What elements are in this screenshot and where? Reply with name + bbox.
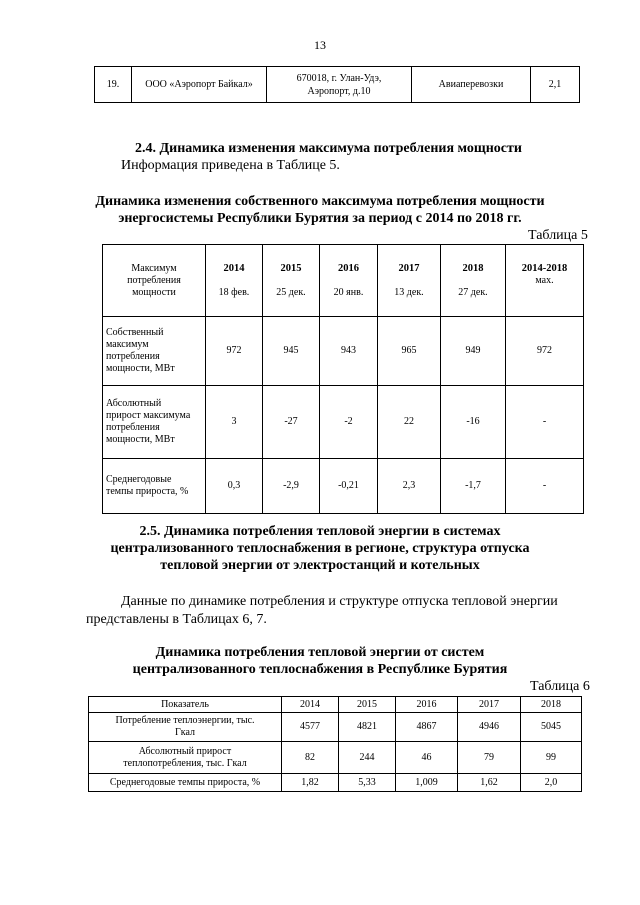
table-cell: 46 — [396, 742, 458, 774]
heat-consumption-table — [88, 696, 582, 792]
row-label-line: максимум — [106, 339, 149, 350]
table-row — [89, 774, 582, 792]
row-label-line: мощности, МВт — [106, 363, 175, 374]
row-label-line: Среднегодовые — [106, 474, 172, 485]
column-year: 2017 — [398, 262, 420, 274]
table-title: Динамика потребления тепловой энергии от систем — [155, 645, 485, 660]
table-cell: 5045 — [521, 713, 582, 742]
row-label-line: прирост максимума — [106, 410, 191, 421]
section-text: Данные по динамике потребления и структуре отпуска тепловой энергии — [121, 594, 558, 609]
table-cell: - — [506, 386, 584, 459]
row-label-line: Абсолютный — [106, 398, 162, 409]
table-cell: 972 — [206, 317, 263, 386]
table-title: Динамика изменения собственного максимума потребления мощности — [95, 194, 545, 209]
table-row — [103, 386, 584, 459]
column-date: 18 фев. — [218, 286, 250, 298]
column-date: 20 янв. — [333, 286, 364, 298]
header-label-line: Максимум — [131, 262, 177, 274]
column-year: 2018 — [462, 262, 484, 274]
column-header — [206, 245, 263, 317]
page-number: 13 — [314, 38, 326, 52]
column-header: 2017 — [458, 697, 521, 713]
table-label: Таблица 6 — [530, 679, 590, 694]
row-label — [103, 459, 206, 514]
table-cell: -16 — [441, 386, 506, 459]
table-row — [103, 459, 584, 514]
column-header: 2018 — [521, 697, 582, 713]
section-text: представлены в Таблицах 6, 7. — [86, 612, 267, 627]
table-cell: -2 — [320, 386, 378, 459]
table-row — [89, 742, 582, 774]
section-heading: 2.4. Динамика изменения максимума потребления мощности — [135, 141, 522, 156]
column-year: 2016 — [338, 262, 359, 274]
table-header-row — [89, 697, 582, 713]
column-header: 2016 — [396, 697, 458, 713]
row-label-line: Потребление теплоэнергии, тыс. — [115, 715, 255, 726]
table-title: централизованного теплоснабжения в Республике Бурятия — [132, 662, 508, 677]
column-header — [378, 245, 441, 317]
column-year: 2014 — [223, 262, 245, 274]
section-heading: тепловой энергии от электростанций и котельных — [160, 558, 480, 573]
section-heading: централизованного теплоснабжения в регионе, структура отпуска — [110, 541, 530, 556]
table-cell: 244 — [339, 742, 396, 774]
section-text: Информация приведена в Таблице 5. — [121, 158, 340, 173]
row-label-line: потребления — [106, 422, 160, 433]
column-header — [441, 245, 506, 317]
column-header — [263, 245, 320, 317]
header-label-line: мощности — [132, 286, 176, 298]
row-label: Среднегодовые темпы прироста, % — [89, 774, 282, 792]
section-heading: 2.5. Динамика потребления тепловой энергии в системах — [139, 524, 501, 539]
column-year: 2015 — [280, 262, 302, 274]
table-cell: 965 — [378, 317, 441, 386]
table-cell: 79 — [458, 742, 521, 774]
table-cell: 4577 — [282, 713, 339, 742]
row-label — [103, 386, 206, 459]
address-line: 670018, г. Улан-Удэ, — [296, 72, 382, 84]
row-label-line: мощности, МВт — [106, 434, 175, 445]
organization-name: ООО «Аэропорт Байкал» — [132, 67, 267, 103]
row-label-line: Собственный — [106, 327, 164, 338]
table-row — [89, 713, 582, 742]
table-cell: 82 — [282, 742, 339, 774]
organization-table — [94, 66, 580, 103]
row-number: 19. — [95, 67, 132, 103]
table-cell: 1,009 — [396, 774, 458, 792]
column-date: 13 дек. — [394, 286, 424, 298]
table-cell: 943 — [320, 317, 378, 386]
table-label: Таблица 5 — [528, 228, 588, 243]
row-label — [89, 742, 282, 774]
table-cell: 0,3 — [206, 459, 263, 514]
column-date: мах. — [535, 274, 554, 286]
row-label-line: Абсолютный прирост — [138, 745, 232, 757]
organization-address — [267, 67, 412, 103]
header-label-line: потребления — [127, 274, 181, 286]
header-label-cell — [103, 245, 206, 317]
table-cell: -27 — [263, 386, 320, 459]
row-label — [103, 317, 206, 386]
table-cell: 4821 — [339, 713, 396, 742]
row-label-line: темпы прироста, % — [106, 486, 189, 497]
table-cell: 2,0 — [521, 774, 582, 792]
row-label-line: потребления — [106, 351, 160, 362]
column-header: Показатель — [89, 697, 282, 713]
table-cell: 1,62 — [458, 774, 521, 792]
activity-type: Авиаперевозки — [412, 67, 531, 103]
table-cell: - — [506, 459, 584, 514]
table-cell: -2,9 — [263, 459, 320, 514]
table-cell: 99 — [521, 742, 582, 774]
table-cell: 4946 — [458, 713, 521, 742]
column-header: 2014 — [282, 697, 339, 713]
column-date: 27 дек. — [458, 286, 488, 298]
table-cell: 949 — [441, 317, 506, 386]
table-row — [95, 67, 580, 103]
table-cell: -1,7 — [441, 459, 506, 514]
table-cell: 4867 — [396, 713, 458, 742]
table-cell: 972 — [506, 317, 584, 386]
column-header — [506, 245, 584, 317]
table-header-row — [103, 245, 584, 317]
value-cell: 2,1 — [531, 67, 580, 103]
column-header: 2015 — [339, 697, 396, 713]
table-cell: 945 — [263, 317, 320, 386]
table-cell: 3 — [206, 386, 263, 459]
table-cell: 1,82 — [282, 774, 339, 792]
table-title: энергосистемы Республики Бурятия за период с 2014 по 2018 гг. — [118, 211, 522, 226]
table-cell: -0,21 — [320, 459, 378, 514]
column-year: 2014-2018 — [521, 262, 568, 274]
column-date: 25 дек. — [276, 286, 306, 298]
table-cell: 5,33 — [339, 774, 396, 792]
row-label-line: теплопотребления, тыс. Гкал — [123, 757, 247, 769]
power-maximum-table — [102, 244, 584, 514]
table-row — [103, 317, 584, 386]
address-line: Аэропорт, д.10 — [307, 85, 371, 97]
row-label-line: Гкал — [174, 727, 195, 738]
row-label — [89, 713, 282, 742]
column-header — [320, 245, 378, 317]
table-cell: 2,3 — [378, 459, 441, 514]
table-cell: 22 — [378, 386, 441, 459]
